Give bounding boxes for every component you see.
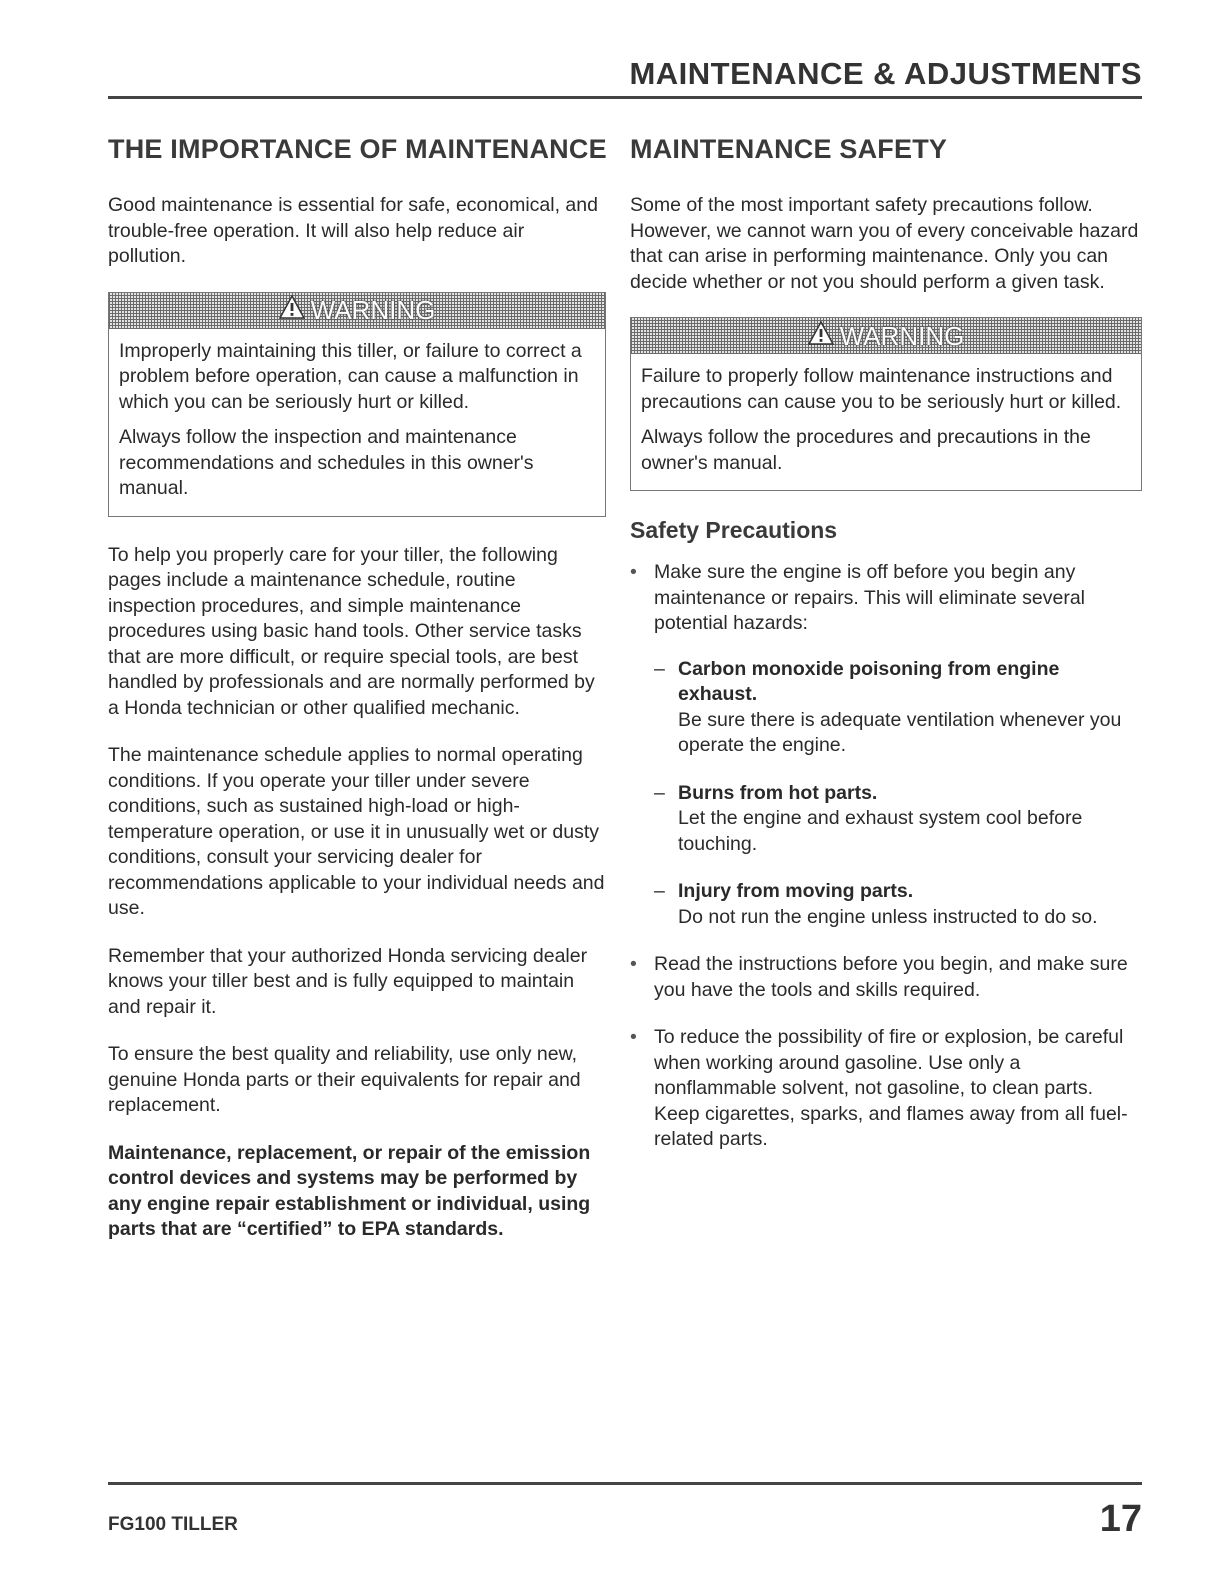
warning-box-right xyxy=(630,317,1142,491)
footer-divider xyxy=(108,1482,1142,1485)
warning-label xyxy=(273,295,442,326)
dash-icon: – xyxy=(654,880,665,902)
warning-label xyxy=(802,321,971,352)
hazards-list xyxy=(654,657,1142,931)
list-item xyxy=(630,952,1142,1003)
warning-text: WARNING xyxy=(310,295,436,325)
page-number: 17 xyxy=(1099,1498,1142,1540)
safety-intro: Some of the most important safety precautions follow. However, we cannot warn you of every conceivable hazard that can arise in performing maintenance. Only you can decide whether or not you should perform a given task. xyxy=(630,194,1139,293)
importance-intro: Good maintenance is essential for safe, economical, and trouble-free operation. It will also help reduce air pollution. xyxy=(108,194,598,267)
list-item-text: To reduce the possibility of fire or explosion, be careful when working around gasoline. Use only a nonflammable solvent, not gasoline, to clean parts. Keep cigarettes, sparks, and flames away from all fuel-related parts. xyxy=(654,1026,1128,1150)
header-divider xyxy=(108,96,1142,99)
warning-paragraph: Always follow the procedures and precautions in the owner's manual. xyxy=(641,426,1091,474)
model-label: FG100 TILLER xyxy=(108,1514,238,1535)
warning-banner xyxy=(631,318,1141,354)
bullet-icon: • xyxy=(630,953,637,975)
left-column xyxy=(108,134,606,1265)
warning-body xyxy=(631,354,1141,490)
precautions-list xyxy=(630,560,1142,1153)
warning-text: WARNING xyxy=(839,320,965,351)
hazard-text: Do not run the engine unless instructed to do so. xyxy=(678,905,1098,928)
warning-body xyxy=(109,329,605,516)
list-item xyxy=(630,1025,1142,1153)
bullet-icon: • xyxy=(630,1026,637,1048)
body-paragraph: The maintenance schedule applies to normal operating conditions. If you operate your tiller under severe conditions, such as sustained high-load or high-temperature operation, or use it in unusually wet or dusty conditions, consult your servicing dealer for recommendations applicable to your individual needs and use. xyxy=(108,744,605,919)
hazard-item xyxy=(654,657,1142,759)
list-item-text: Make sure the engine is off before you begin any maintenance or repairs. This will eliminate several potential hazards: xyxy=(654,561,1085,634)
hazard-title: Carbon monoxide poisoning from engine exhaust. xyxy=(678,657,1060,705)
body-paragraph: Remember that your authorized Honda servicing dealer knows your tiller best and is fully equipped to maintain and repair it. xyxy=(108,944,588,1018)
warning-paragraph: Always follow the inspection and maintenance recommendations and schedules in this owner's manual. xyxy=(119,426,534,499)
hazard-item xyxy=(654,781,1142,858)
safety-precautions-heading: Safety Precautions xyxy=(630,517,838,543)
warning-banner xyxy=(109,293,605,329)
importance-heading: THE IMPORTANCE OF MAINTENANCE xyxy=(108,134,607,164)
hazard-title: Burns from hot parts. xyxy=(678,781,878,804)
list-item-text: Read the instructions before you begin, and make sure you have the tools and skills required. xyxy=(654,953,1128,1001)
section-title: MAINTENANCE & ADJUSTMENTS xyxy=(629,56,1142,91)
safety-heading: MAINTENANCE SAFETY xyxy=(630,134,948,164)
warning-triangle-icon xyxy=(808,321,834,352)
warning-box-left xyxy=(108,292,606,517)
warning-paragraph: Failure to properly follow maintenance instructions and precautions can cause you to be seriously hurt or killed. xyxy=(641,365,1122,413)
emission-notice: Maintenance, replacement, or repair of the emission control devices and systems may be performed by any engine repair establishment or individual, using parts that are “certified” to EPA standards. xyxy=(108,1141,591,1240)
right-column xyxy=(630,134,1142,1175)
list-item xyxy=(630,560,1142,930)
body-paragraph: To help you properly care for your tiller, the following pages include a maintenance schedule, routine inspection procedures, and simple maintenance procedures using basic hand tools. Other service tasks that are more difficult, or require special tools, are best handled by professionals and are normally performed by a Honda technician or other qualified mechanic. xyxy=(108,543,595,719)
bullet-icon: • xyxy=(630,561,637,583)
body-paragraph: To ensure the best quality and reliability, use only new, genuine Honda parts or their equivalents for repair and replacement. xyxy=(108,1043,581,1116)
dash-icon: – xyxy=(654,657,665,680)
hazard-text: Let the engine and exhaust system cool before touching. xyxy=(678,807,1083,855)
warning-triangle-icon xyxy=(279,295,305,326)
dash-icon: – xyxy=(654,781,665,804)
warning-paragraph: Improperly maintaining this tiller, or failure to correct a problem before operation, can cause a malfunction in which you can be seriously hurt or killed. xyxy=(119,339,582,413)
hazard-text: Be sure there is adequate ventilation whenever you operate the engine. xyxy=(678,708,1122,756)
hazard-item xyxy=(654,879,1142,930)
hazard-title: Injury from moving parts. xyxy=(678,880,914,902)
